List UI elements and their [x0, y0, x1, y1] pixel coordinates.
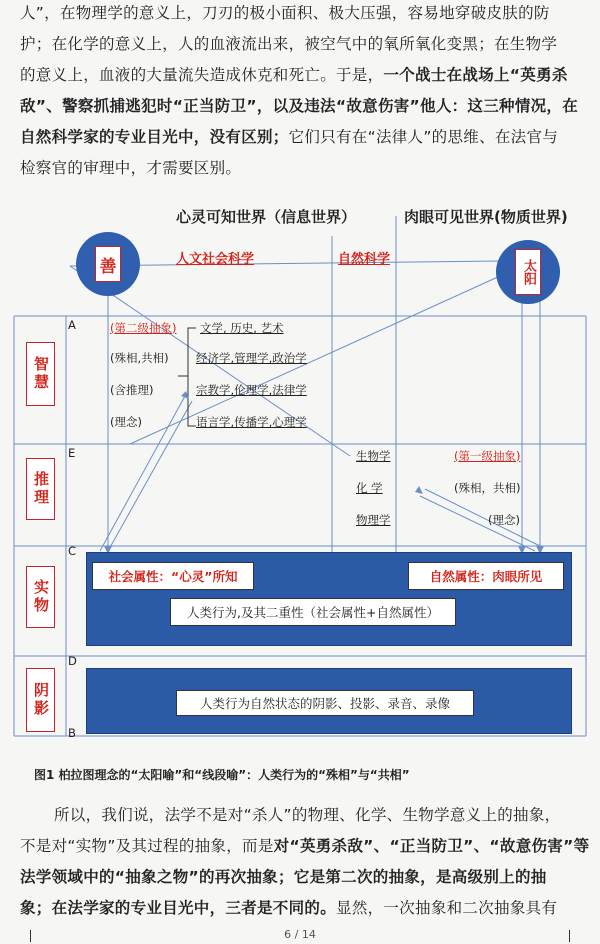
discipline-item: 宗教学,伦理学,法律学 — [196, 383, 307, 397]
science-item: 物理学 — [356, 513, 391, 527]
bottom-paragraph — [20, 800, 590, 924]
first-abstraction: (第一级抽象) — [454, 449, 521, 463]
discipline-item: 语言学,传播学,心理学 — [196, 415, 307, 429]
discipline-item: 经济学,管理学,政治学 — [196, 351, 307, 365]
left-note: (含推理) — [110, 383, 154, 397]
natural-attribute-box: 自然属性：肉眼所见 — [408, 562, 564, 590]
right-note: (理念) — [488, 513, 520, 527]
science-item: 化 学 — [356, 481, 383, 495]
bold-text: 敌”、警察抓捕逃犯时“正当防卫”，以及违法“故意伤害”他人：这三种情况，在 — [20, 97, 579, 115]
side-label-reasoning: 推理 — [26, 458, 55, 520]
page-number: 6 / 14 — [284, 928, 316, 941]
science-item: 生物学 — [356, 449, 391, 463]
label-natural-science: 自然科学 — [338, 252, 391, 267]
side-label-object: 实物 — [26, 566, 55, 628]
text-line: 所以，我们说，法学不是对“杀人”的物理、化学、生物学意义上的抽象， — [54, 806, 561, 824]
good-label: 善 — [95, 246, 121, 282]
text-line: 不是对“实物”及其过程的抽象，而是对“英勇杀敌”、“正当防卫”、“故意伤害”等 — [20, 837, 590, 855]
text-line: 检察官的审理中，才需要区别。 — [20, 159, 242, 177]
figure-caption: 图1 柏拉图理念的“太阳喻”和“线段喻”：人类行为的“殊相”与“共相” — [34, 768, 410, 782]
good-circle — [76, 232, 140, 296]
label-humanities: 人文社会科学 — [176, 252, 255, 267]
letter-d: D — [68, 654, 77, 668]
bold-text: 对“英勇杀敌”、“正当防卫”、“故意伤害”等 — [273, 837, 590, 855]
human-behavior-box: 人类行为,及其二重性（社会属性+自然属性） — [170, 598, 456, 626]
text-line: 护；在化学的意义上，人的血液流出来，被空气中的氧所氧化变黑；在生物学 — [20, 35, 558, 53]
side-label-wisdom: 智慧 — [26, 342, 55, 406]
social-attribute-box: 社会属性：“心灵”所知 — [92, 562, 254, 590]
text-line: 的意义上，血液的大量流失造成休克和死亡。于是，一个战士在战场上“英勇杀 — [20, 66, 568, 84]
second-abstraction: (第二级抽象) — [110, 321, 177, 335]
letter-b: B — [68, 726, 76, 740]
text-line: 象；在法学家的专业目光中，三者是不同的。显然，一次抽象和二次抽象具有 — [20, 899, 558, 917]
header-mind-world: 心灵可知世界（信息世界） — [176, 208, 357, 226]
sun-label: 太阳 — [515, 249, 541, 295]
discipline-item: 文学, 历史, 艺术 — [200, 321, 284, 335]
left-note: (殊相,共相) — [110, 351, 169, 365]
side-label-shadow: 阴影 — [26, 668, 55, 732]
letter-a: A — [68, 318, 76, 332]
text-line: 人”，在物理学的意义上，刀刃的极小面积、极大压强，容易地穿破皮肤的防 — [20, 4, 550, 22]
bold-text: 象；在法学家的专业目光中，三者是不同的。 — [20, 899, 337, 917]
figure-diagram — [0, 196, 600, 756]
bold-text: 法学领域中的“抽象之物”的再次抽象；它是第二次的抽象，是高级别上的抽 — [20, 868, 547, 886]
text-line — [20, 862, 586, 893]
right-note: (殊相，共相) — [454, 481, 521, 495]
header-visible-world: 肉眼可见世界(物质世界) — [404, 208, 568, 226]
letter-c: C — [68, 544, 77, 558]
sun-circle — [496, 240, 560, 304]
left-note: (理念) — [110, 415, 142, 429]
top-paragraph — [20, 0, 586, 184]
bold-text: 一个战士在战场上“英勇杀 — [383, 66, 568, 84]
letter-e: E — [68, 446, 76, 460]
text-line: 自然科学家的专业目光中，没有区别；它们只有在“法律人”的思维、在法官与 — [20, 128, 559, 146]
bold-text: 自然科学家的专业目光中，没有区别； — [20, 128, 289, 146]
text-line — [20, 91, 586, 122]
shadow-box: 人类行为自然状态的阴影、投影、录音、录像 — [176, 690, 474, 716]
